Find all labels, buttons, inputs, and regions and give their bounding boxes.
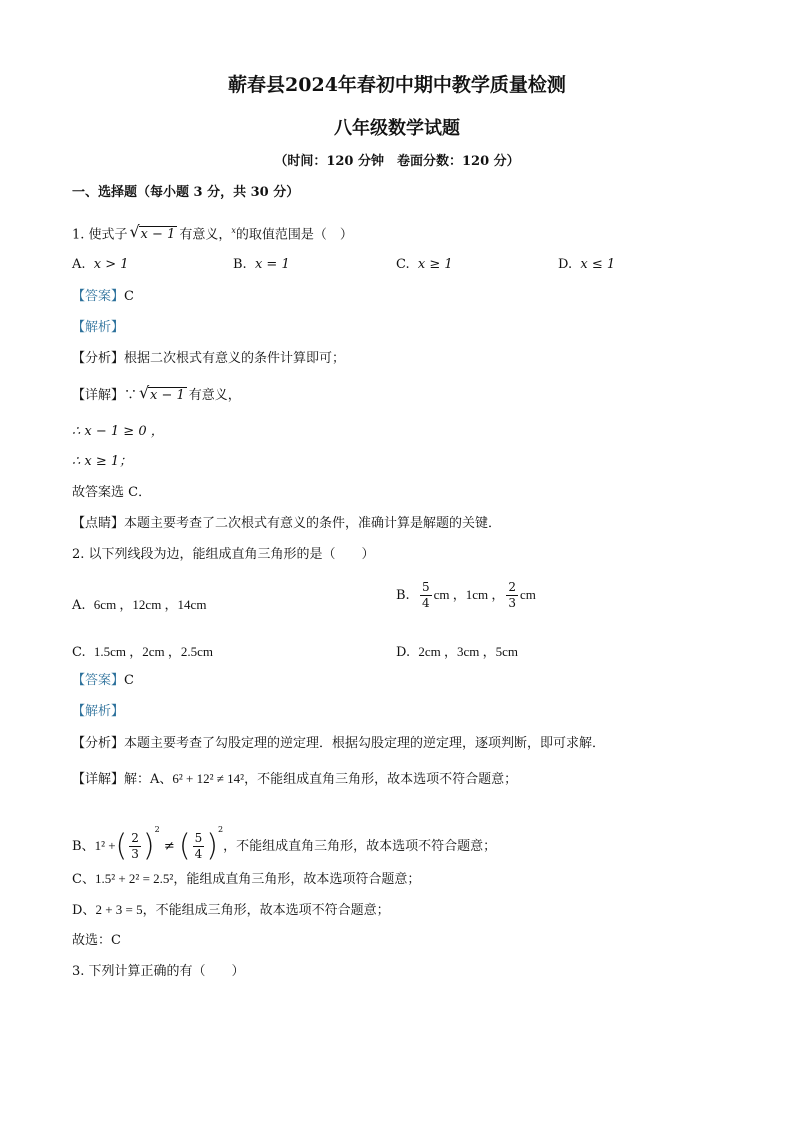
q1-conclusion: 故答案选 C．	[72, 485, 152, 500]
q2-detail-tag: 【详解】	[72, 772, 125, 787]
q2-detail-d-math: 2 + 3 = 5	[95, 902, 143, 917]
q2-detail-a-pre: 解：A、	[124, 772, 173, 787]
q2-detail-b-frac2-den: 4	[194, 847, 203, 861]
q1-answer-tag: 【答案】	[72, 289, 125, 304]
q2-option-c-value: 1.5cm ，2cm ，2.5cm	[93, 644, 214, 659]
q2-detail-c	[72, 870, 420, 889]
q1-option-b-label: B.	[233, 257, 247, 272]
q2-b-frac1-num: 5	[421, 580, 430, 594]
q2-option-d	[396, 641, 518, 660]
q2-detail-b-pre: B、	[72, 839, 95, 854]
section-heading: 一、选择题（每小题 3 分，共 30 分）	[72, 185, 300, 200]
q1-option-c-label: C.	[396, 257, 410, 272]
q1-option-b-value: x = 1	[254, 257, 290, 272]
q1-step1: ∴ x − 1 ≥ 0 ，	[72, 424, 164, 439]
q2-fenxi	[72, 735, 605, 753]
q1-radicand: x − 1	[140, 227, 176, 243]
q1-fenxi-tag: 【分析】	[72, 351, 125, 366]
q1-option-a-label: A.	[72, 257, 86, 272]
q1-detail-post: 有意义，	[188, 388, 241, 403]
q2-b-frac1-den: 4	[421, 596, 430, 610]
q1-detail-radicand: x − 1	[150, 388, 185, 403]
q1-option-a-value: x > 1	[93, 257, 129, 272]
q1-option-b	[233, 257, 290, 272]
q2-option-c-label: C.	[72, 645, 86, 660]
q1-comment	[72, 515, 501, 533]
q2-answer-value: C	[124, 673, 134, 688]
q2-stem: 2. 以下列线段为边，能组成直角三角形的是（ ）	[72, 547, 375, 562]
q1-analysis	[72, 319, 124, 337]
q2-detail-a-math: 6² + 12² ≠ 14²	[172, 771, 245, 786]
q1-detail	[72, 383, 241, 405]
q2-detail-c-post: ，能组成直角三角形，故本选项符合题意；	[173, 872, 421, 887]
q1-suffix-b: 的取值范围是（ ）	[235, 227, 353, 243]
q2-detail-b-one: 1² +	[94, 838, 116, 853]
q1-stem	[72, 222, 353, 244]
q2-analysis-tag: 【解析】	[72, 704, 125, 719]
q2-option-a-label: A.	[72, 598, 86, 613]
q2-answer	[72, 672, 134, 690]
q2-fenxi-tag: 【分析】	[72, 736, 125, 751]
q2-option-b	[396, 580, 536, 611]
q1-option-d	[558, 257, 615, 272]
q2-detail-b-frac1-num: 2	[131, 831, 139, 845]
q2-fenxi-text: 本题主要考查了勾股定理的逆定理．根据勾股定理的逆定理，逐项判断，即可求解．	[124, 736, 606, 751]
q2-detail-b-frac1-den: 3	[131, 847, 139, 861]
q2-analysis	[72, 703, 124, 721]
q1-answer	[72, 288, 134, 306]
q1-step2: ∴ x ≥ 1；	[72, 454, 133, 469]
q2-detail-d-pre: D、	[72, 903, 96, 918]
exam-subtitle: 八年级数学试题	[334, 118, 460, 139]
q1-prefix: 1. 使式子	[72, 227, 128, 243]
exam-title: 蕲春县2024年春初中期中教学质量检测	[228, 74, 566, 96]
q2-answer-tag: 【答案】	[72, 673, 125, 688]
q1-var: x	[231, 226, 236, 235]
q1-option-c	[396, 257, 453, 272]
q2-option-a-value: 6cm ，12cm ，14cm	[93, 597, 207, 612]
q1-detail-tag: 【详解】	[72, 388, 125, 403]
q2-option-b-label: B.	[396, 588, 410, 603]
q2-option-a	[72, 594, 206, 613]
q1-detail-pre: ∵	[124, 388, 138, 403]
q2-option-d-label: D.	[396, 645, 411, 660]
q1-detail-radical: √ x − 1	[139, 383, 185, 403]
q1-fenxi	[72, 350, 345, 368]
q1-option-d-value: x ≤ 1	[580, 257, 616, 272]
q1-suffix-a: 有意义，	[179, 227, 232, 243]
q2-b-frac2-num: 2	[508, 580, 516, 594]
q1-option-c-value: x ≥ 1	[417, 257, 453, 272]
q2-detail-d	[72, 901, 390, 920]
exam-meta: （时间：120 分钟 卷面分数：120 分）	[274, 154, 520, 169]
q2-detail-a	[72, 770, 517, 789]
q2-conclusion: 故选：C	[72, 933, 121, 948]
q1-option-d-label: D.	[558, 257, 573, 272]
q2-b-mid: cm ，1cm ，	[433, 587, 505, 602]
q2-detail-a-post: ，不能组成直角三角形，故本选项不符合题意；	[244, 772, 518, 787]
q2-detail-b-neq: ≠	[163, 839, 175, 854]
q2-detail-d-post: ，不能组成三角形，故本选项不符合题意；	[142, 903, 390, 918]
q1-answer-value: C	[124, 289, 134, 304]
q1-option-a	[72, 257, 129, 272]
q1-analysis-tag: 【解析】	[72, 320, 125, 335]
q2-option-d-value: 2cm ，3cm ，5cm	[418, 644, 519, 659]
q1-fenxi-text: 根据二次根式有意义的条件计算即可；	[124, 351, 346, 366]
q2-detail-b: B、1² +( $\frac{2}{3}$ )$^2$ ≠ ( $\frac{5}{4}$ )$^2$，不能组成直角三角形，故本选项不符合题意；	[72, 825, 497, 864]
q1-comment-text: 本题主要考查了二次根式有意义的条件，准确计算是解题的关键．	[124, 516, 502, 531]
q2-b-unit: cm	[520, 587, 536, 602]
q2-detail-c-math: 1.5² + 2² = 2.5²	[94, 871, 174, 886]
q2-detail-b-post: ，不能组成直角三角形，故本选项不符合题意；	[223, 839, 497, 854]
q1-radical: √ x − 1	[129, 222, 176, 243]
q2-detail-c-pre: C、	[72, 872, 95, 887]
q2-detail-b-frac2-num: 5	[194, 831, 203, 845]
q1-comment-tag: 【点睛】	[72, 516, 125, 531]
q2-b-frac2-den: 3	[508, 596, 516, 610]
q3-stem: 3. 下列计算正确的有（ ）	[72, 964, 245, 979]
q2-option-c	[72, 641, 213, 660]
